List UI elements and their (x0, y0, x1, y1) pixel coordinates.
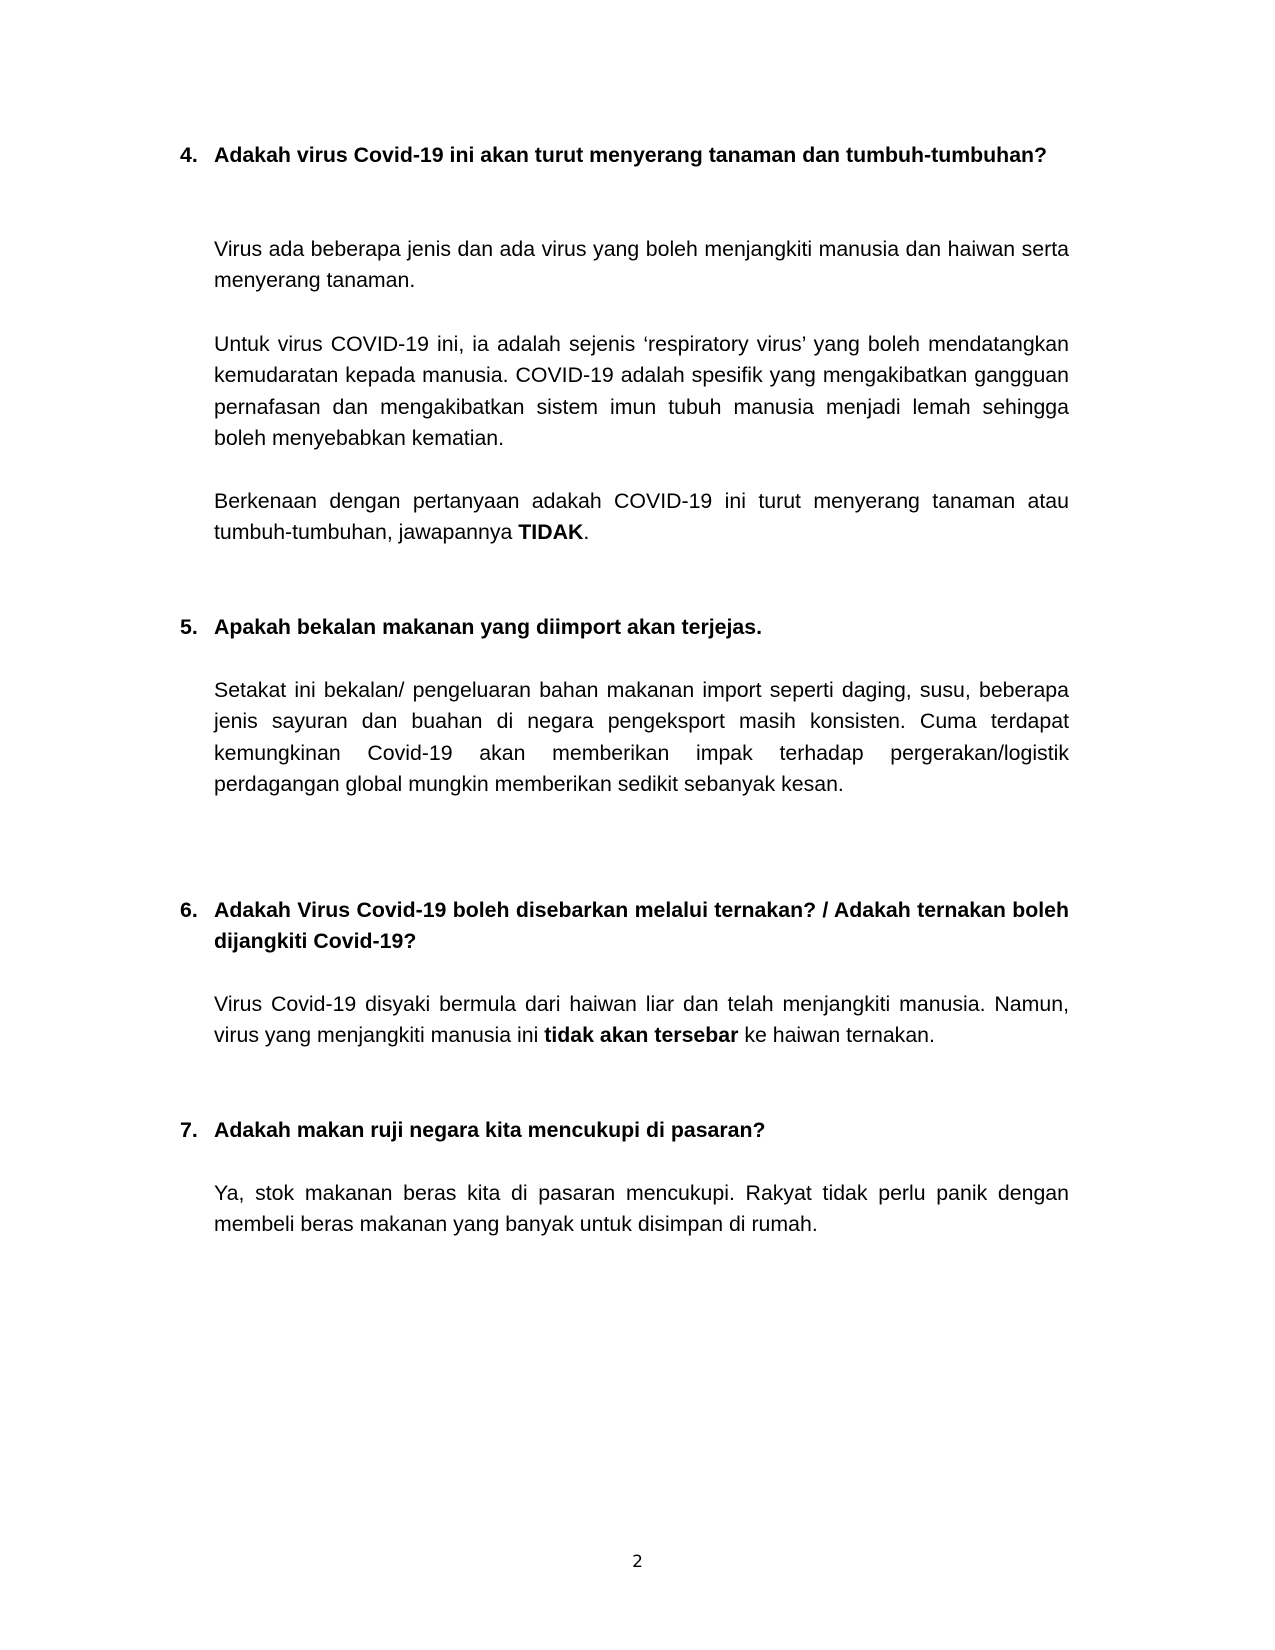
answer-text: Virus ada beberapa jenis dan ada virus yang boleh menjangkiti manusia dan haiwan serta menyerang tanaman. (214, 237, 1069, 293)
question-text: Adakah makan ruji negara kita mencukupi di pasaran? (214, 1118, 766, 1142)
answer-text: . (583, 520, 590, 545)
qa-item-5 (180, 612, 1069, 643)
answer-paragraph (180, 675, 1069, 801)
qa-item-4 (180, 140, 1069, 171)
page-number: 2 (632, 1552, 643, 1572)
answer-text: ke haiwan ternakan. (738, 1023, 935, 1048)
question-heading (180, 140, 1069, 171)
answer-paragraph (180, 989, 1069, 1052)
qa-item-6 (180, 895, 1069, 958)
answer-text: Ya, stok makanan beras kita di pasaran mencukupi. Rakyat tidak perlu panik dengan membeli beras makanan yang banyak untuk disimpan di rumah. (214, 1181, 1069, 1237)
question-number: 4. (180, 143, 198, 167)
qa-item-7 (180, 1115, 1069, 1146)
question-number: 6. (180, 898, 198, 922)
answer-paragraph (180, 234, 1069, 297)
answer-text: Untuk virus COVID-19 ini, ia adalah sejenis ‘respiratory virus’ yang boleh mendatangkan kemudaratan kepada manusia. COVID-19 adalah spesifik yang mengakibatkan gangguan pernafasan dan mengakibatkan sistem imun tubuh manusia menjadi lemah sehingga boleh menyebabkan kematian. (214, 332, 1069, 451)
question-heading (180, 612, 1069, 643)
question-number: 7. (180, 1118, 198, 1142)
question-text: Adakah virus Covid-19 ini akan turut menyerang tanaman dan tumbuh-tumbuhan? (214, 143, 1048, 167)
answer-emphasis: TIDAK (518, 520, 584, 545)
answer-paragraph (180, 329, 1069, 455)
answer-paragraph (180, 1178, 1069, 1241)
question-number: 5. (180, 615, 198, 639)
answer-emphasis: tidak akan tersebar (544, 1023, 739, 1048)
question-heading (180, 1115, 1069, 1146)
answer-paragraph (180, 486, 1069, 549)
question-heading (180, 895, 1069, 958)
answer-text: Setakat ini bekalan/ pengeluaran bahan makanan import seperti daging, susu, beberapa jenis sayuran dan buahan di negara pengeksport masih konsisten. Cuma terdapat kemungkinan Covid-19 akan memberikan impak terhadap pergerakan/logistik perdagangan global mungkin memberikan sedikit sebanyak kesan. (214, 678, 1069, 797)
question-text: Adakah Virus Covid-19 boleh disebarkan melalui ternakan? / Adakah ternakan boleh dijangkiti Covid-19? (214, 898, 1069, 954)
question-text: Apakah bekalan makanan yang diimport akan terjejas. (214, 615, 763, 639)
answer-text: Berkenaan dengan pertanyaan adakah COVID-19 ini turut menyerang tanaman atau tumbuh-tumbuhan, jawapannya (214, 489, 1069, 545)
answer-text: Virus Covid-19 disyaki bermula dari haiwan liar dan telah menjangkiti manusia. Namun, virus yang menjangkiti manusia ini (214, 992, 1069, 1048)
